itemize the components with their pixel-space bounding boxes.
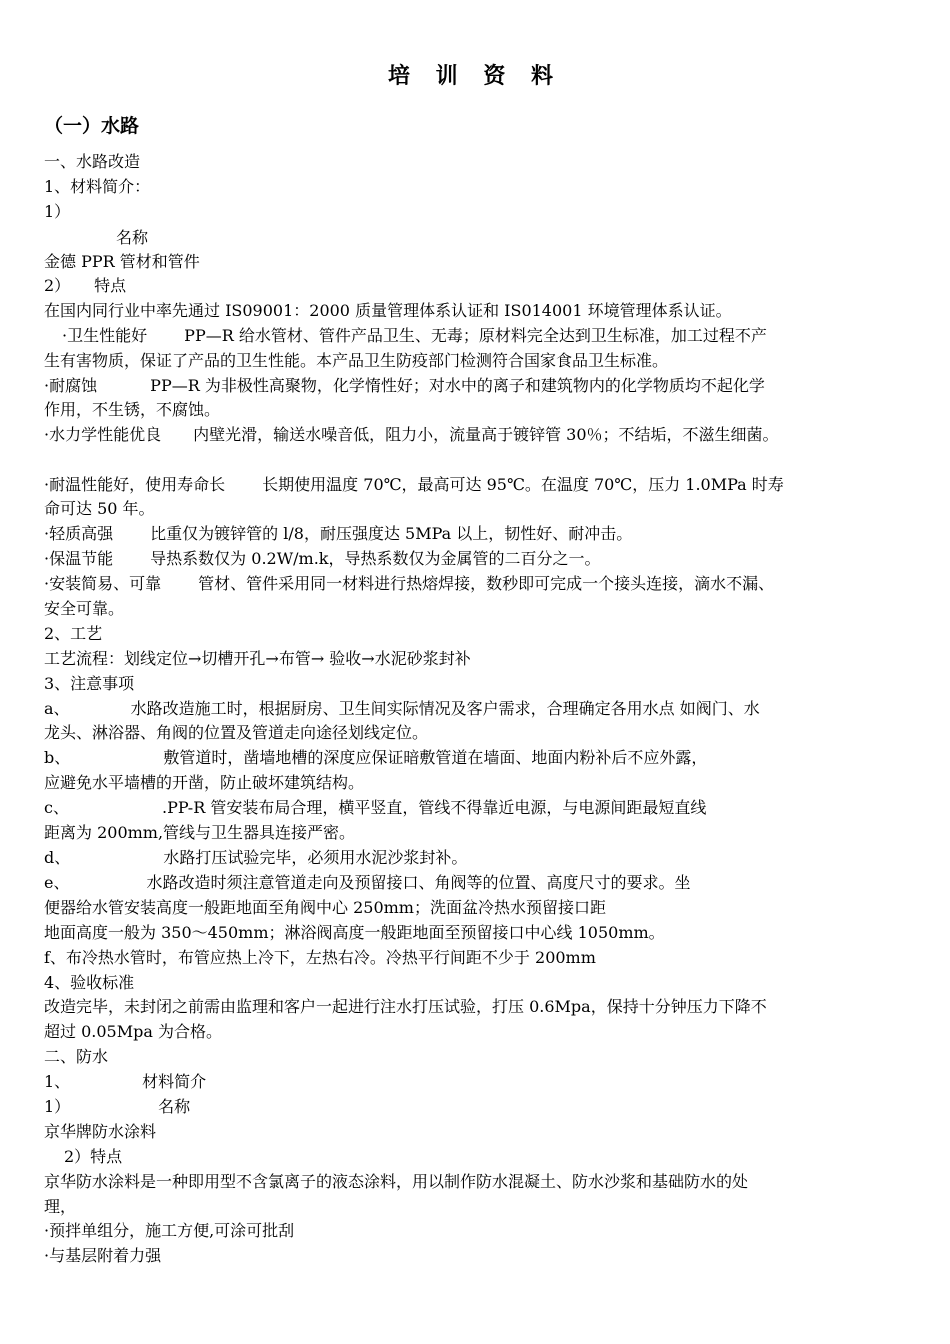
text-line: ·耐腐蚀 PP—R 为非极性高聚物，化学惰性好；对水中的离子和建筑物内的化学物质均不起化学 [44,376,765,395]
text-line: 在国内同行业中率先通过 IS09001：2000 质量管理体系认证和 IS014001 环境管理体系认证。 [44,301,732,320]
text-line: c、 .PP-R 管安装布局合理，横平竖直，管线不得靠近电源，与电源间距最短直线 [44,798,707,817]
text-line: a、 水路改造施工时，根据厨房、卫生间实际情况及客户需求，合理确定各用水点 如阀门、水 [44,699,760,718]
text-line: 工艺流程：划线定位→切槽开孔→布管→ 验收→水泥砂浆封补 [44,649,471,668]
text-line: ·预拌单组分，施工方便,可涂可批刮 [44,1221,295,1240]
text-line: e、 水路改造时须注意管道走向及预留接口、角阀等的位置、高度尺寸的要求。坐 [44,873,691,892]
text-line: 1） 名称 [44,1097,191,1116]
text-line: 2、工艺 [44,624,103,643]
text-line: 2） 特点 [44,276,127,295]
text-line: 生有害物质，保证了产品的卫生性能。本产品卫生防疫部门检测符合国家食品卫生标准。 [44,351,669,370]
text-line: 金德 PPR 管材和管件 [44,252,200,271]
text-line: 京华防水涂料是一种即用型不含氯离子的液态涂料，用以制作防水混凝土、防水沙浆和基础防水的处 [44,1172,749,1191]
text-line: 超过 0.05Mpa 为合格。 [44,1022,222,1041]
text-line: 1、材料简介： [44,177,151,196]
text-line: 安全可靠。 [44,599,125,618]
text-line: 龙头、淋浴器、角阀的位置及管道走向途径划线定位。 [44,723,429,742]
text-line: ·卫生性能好 PP—R 给水管材、管件产品卫生、无毒；原材料完全达到卫生标准，加工过程不产 [62,326,767,345]
text-line: ·与基层附着力强 [44,1246,162,1265]
text-line: 京华牌防水涂料 [44,1122,157,1141]
text-line: ·水力学性能优良 内壁光滑，输送水噪音低，阻力小，流量高于镀锌管 30％；不结垢，不滋生细菌。 [44,425,779,444]
text-line: 二、防水 [44,1047,109,1066]
text-line: 改造完毕，未封闭之前需由监理和客户一起进行注水打压试验，打压 0.6Mpa，保持十分钟压力下降不 [44,997,767,1016]
text-line: 地面高度一般为 350～450mm；淋浴阀高度一般距地面至预留接口中心线 1050mm。 [44,923,665,942]
text-line: 理， [44,1197,77,1216]
text-line: f、布冷热水管时，布管应热上冷下，左热右冷。冷热平行间距不少于 200mm [44,948,596,967]
text-line: 应避免水平墙槽的开凿，防止破坏建筑结构。 [44,773,365,792]
text-line: 命可达 50 年。 [44,499,155,518]
text-line: 作用，不生锈，不腐蚀。 [44,400,221,419]
text-line: 名称 [116,228,149,247]
text-line: ·轻质高强 比重仅为镀锌管的 l/8，耐压强度达 5MPa 以上，韧性好、耐冲击。 [44,524,633,543]
text-line: 一、水路改造 [44,152,141,171]
text-line: ·安装简易、可靠 管材、管件采用同一材料进行热熔焊接，数秒即可完成一个接头连接，滴水不漏、 [44,574,775,593]
text-line: 便器给水管安装高度一般距地面至角阀中心 250mm；洗面盆冷热水预留接口距 [44,898,606,917]
text-line: 1） [44,202,71,221]
page-title: 培 训 资 料 [388,64,562,89]
section-heading: （一）水路 [44,115,140,137]
text-line: ·耐温性能好，使用寿命长 长期使用温度 70℃，最高可达 95℃。在温度 70℃，压力 1.0MPa 时寿 [44,475,784,494]
text-line: 距离为 200mm,管线与卫生器具连接严密。 [44,823,356,842]
text-line: 1、 材料简介 [44,1072,207,1091]
text-line: d、 水路打压试验完毕，必须用水泥沙浆封补。 [44,848,468,867]
text-line: 4、验收标准 [44,973,135,992]
text-line: 2）特点 [64,1147,123,1166]
text-line: ·保温节能 导热系数仅为 0.2W/m.k，导热系数仅为金属管的二百分之一。 [44,549,601,568]
text-line: 3、注意事项 [44,674,135,693]
text-line: b、 敷管道时，凿墙地槽的深度应保证暗敷管道在墙面、地面内粉补后不应外露， [44,748,708,767]
